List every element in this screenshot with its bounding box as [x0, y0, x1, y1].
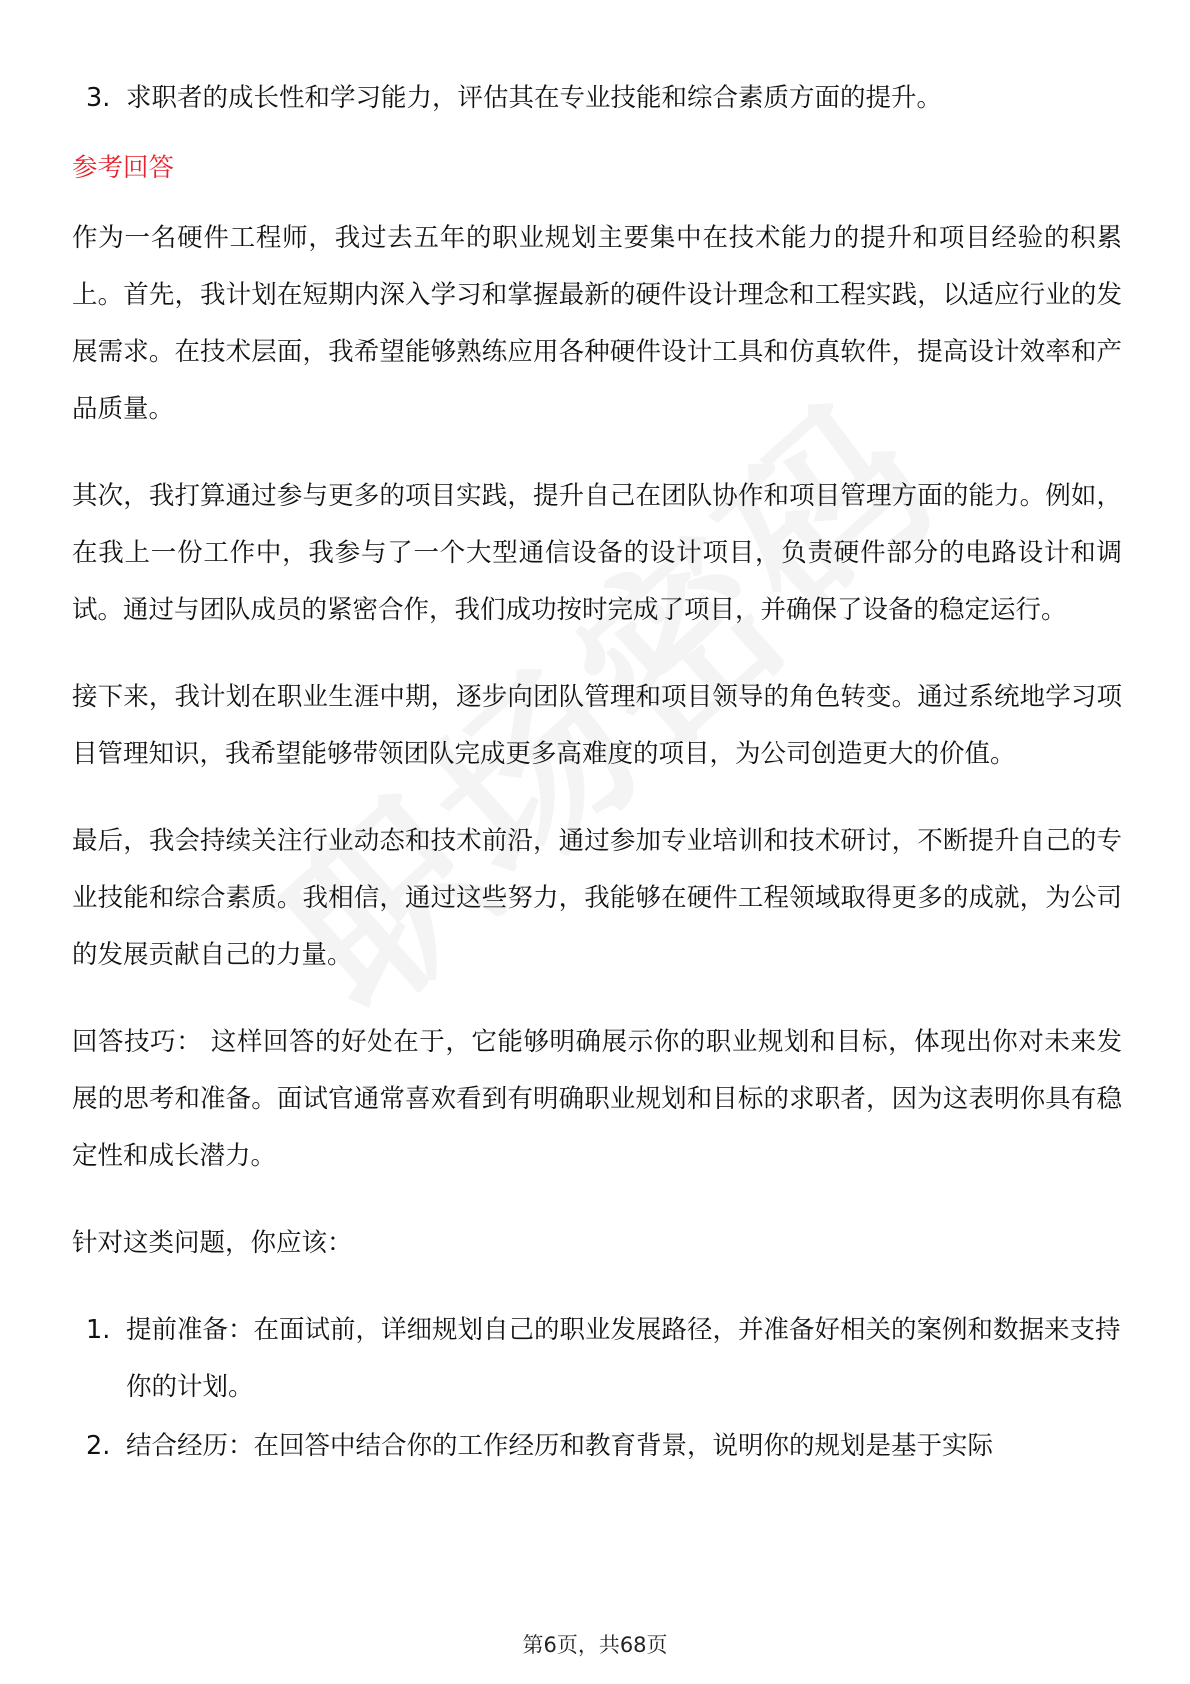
list-item-text: 结合经历：在回答中结合你的工作经历和教育背景，说明你的规划是基于实际: [126, 1431, 994, 1461]
section-heading: 参考回答: [72, 153, 175, 183]
list-number: 2.: [86, 1431, 111, 1461]
tips-lead-line: 针对这类问题，你应该：: [72, 1228, 353, 1258]
list-item: [72, 1418, 1122, 1475]
page-footer: 第6页，共68页: [522, 1633, 668, 1657]
list-number: 3.: [86, 83, 111, 113]
list-item-text: 提前准备：在面试前，详细规划自己的职业发展路径，并准备好相关的案例和数据来支持你的计划。: [126, 1315, 1121, 1402]
answer-paragraph: 接下来，我计划在职业生涯中期，逐步向团队管理和项目领导的角色转变。通过系统地学习项目管理知识，我希望能够带领团队完成更多高难度的项目，为公司创造更大的价值。: [72, 682, 1122, 769]
list-item: [72, 70, 1122, 127]
list-item: [72, 1302, 1122, 1416]
answer-tips-paragraph: 回答技巧： 这样回答的好处在于，它能够明确展示你的职业规划和目标，体现出你对未来发展的思考和准备。面试官通常喜欢看到有明确职业规划和目标的求职者，因为这表明你具有稳定性和成长潜力。: [72, 1027, 1122, 1171]
answer-paragraph: 最后，我会持续关注行业动态和技术前沿，通过参加专业培训和技术研讨，不断提升自己的专业技能和综合素质。我相信，通过这些努力，我能够在硬件工程领域取得更多的成就，为公司的发展贡献自己的力量。: [72, 826, 1122, 970]
tips-list: [72, 1302, 1122, 1475]
page-content: [72, 70, 1122, 1477]
answer-paragraph: 其次，我打算通过参与更多的项目实践，提升自己在团队协作和项目管理方面的能力。例如，在我上一份工作中，我参与了一个大型通信设备的设计项目，负责硬件部分的电路设计和调试。通过与团队成员的紧密合作，我们成功按时完成了项目，并确保了设备的稳定运行。: [72, 481, 1122, 625]
list-number: 1.: [86, 1315, 111, 1345]
list-item-text: 求职者的成长性和学习能力，评估其在专业技能和综合素质方面的提升。: [126, 83, 943, 113]
answer-paragraph: 作为一名硬件工程师，我过去五年的职业规划主要集中在技术能力的提升和项目经验的积累上。首先，我计划在短期内深入学习和掌握最新的硬件设计理念和工程实践，以适应行业的发展需求。在技术层面，我希望能够熟练应用各种硬件设计工具和仿真软件，提高设计效率和产品质量。: [72, 223, 1122, 424]
